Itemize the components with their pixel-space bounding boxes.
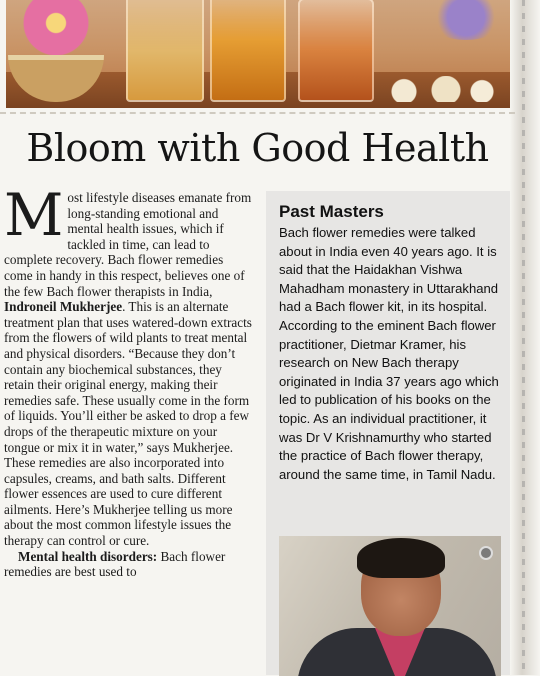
sidebar-box — [266, 191, 510, 675]
header-photo — [6, 0, 510, 108]
remedy-bottle — [126, 0, 204, 102]
article-body — [4, 181, 254, 580]
lavender-flower-image — [426, 0, 506, 40]
pink-flower-image — [16, 0, 96, 58]
salt-crystals-image — [380, 76, 500, 102]
remedy-bottle — [298, 0, 374, 102]
drop-cap: M — [4, 181, 64, 249]
article-text: Bach flower remedies are best used to — [4, 548, 226, 580]
remedy-bottle — [210, 0, 286, 102]
article-text: . This is an alternate treatment plan that uses watered-down extracts from the flowers of wild plants to treat mental and physical disorders. “Because they don’t contain any biochemical substances, they retain their original energy, making their remedies safe. These usually come in the form of liquids. You’ll either be asked to drop a few drops of the therapeutic mixture on your tongue or mix it in water,” says Mukherjee. These remedies are also incorporated into capsules, creams, and bath salts. Different flower essences are used to cure different ailments. Here’s Mukherjee telling us more about the most common lifestyle issues the therapy can control or cure. — [4, 299, 252, 549]
hair — [357, 538, 445, 578]
expert-name: Indroneil Mukherjee — [4, 299, 123, 315]
article-paragraph — [4, 181, 254, 549]
article-headline: Bloom with Good Health — [26, 126, 489, 170]
sidebar-title: Past Masters — [279, 202, 384, 221]
article-text: ost lifestyle diseases emanate from long-standing emotional and mental health issues, which if tackled in time, can lead to complete recovery. Bach flower remedies come in handy in this respect, believes one of the few Bach flower therapists in India, — [4, 190, 252, 299]
sidebar-text: Bach flower remedies were talked about in India even 40 years ago. It is said that the Haidakhan Vishwa Mahadham monastery in Uttarakhand had a Bach flower kit, in its hospital. According to the eminent Bach flower practitioner, Dietmar Kramer, his research on New Bach therapy originated in India 37 years ago which led to publication of his books on the topic. As an individual practitioner, it was Dr V Krishnamurthy who started the practice of Bach flower therapy, around the same time, in Tamil Nadu. — [279, 225, 499, 482]
divider — [0, 112, 515, 116]
camera-dot-icon — [479, 546, 493, 560]
section-subheading: Mental health disorders: — [18, 548, 158, 564]
article-paragraph — [4, 549, 254, 580]
portrait-photo — [279, 536, 501, 676]
page-binding-edge — [510, 0, 540, 675]
